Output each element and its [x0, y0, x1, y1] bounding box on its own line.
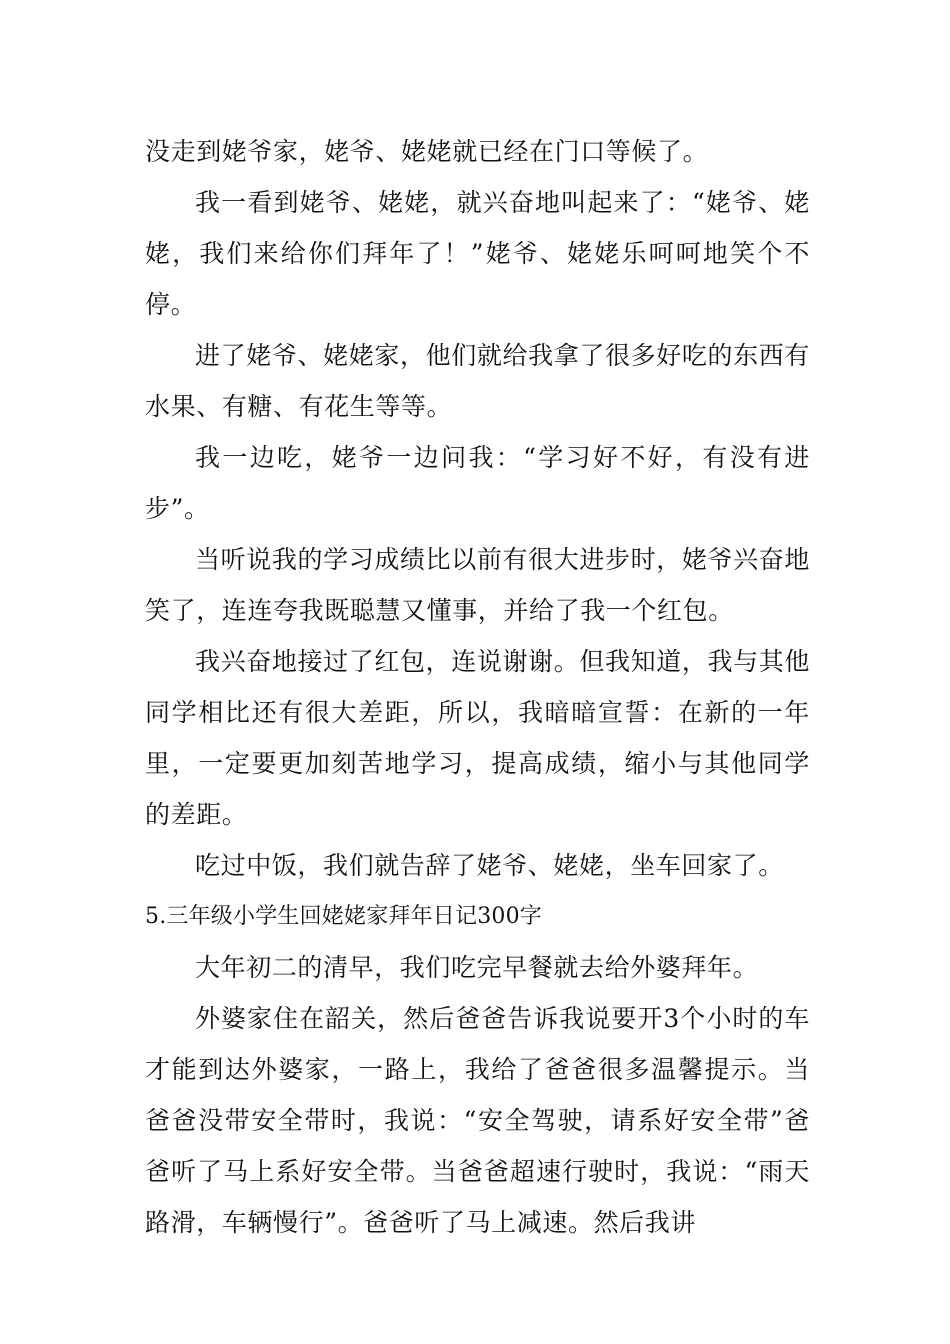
- paragraph-1: 没走到姥爷家，姥爷、姥姥就已经在门口等候了。: [145, 137, 709, 166]
- paragraph-2: 我一看到姥爷、姥姥，就兴奋地叫起来了：“姥爷、姥姥，我们来给你们拜年了！”姥爷、姥姥乐呵呵地笑个不停。: [145, 188, 810, 319]
- document-body: [145, 126, 810, 1248]
- paragraph-6: 我兴奋地接过了红包，连说谢谢。但我知道，我与其他同学相比还有很大差距，所以，我暗暗宣誓：在新的一年里，一定要更加刻苦地学习，提高成绩，缩小与其他同学的差距。: [145, 647, 810, 829]
- paragraph-9: 外婆家住在韶关，然后爸爸告诉我说要开3个小时的车才能到达外婆家，一路上，我给了爸爸很多温馨提示。当爸爸没带安全带时，我说：“安全驾驶，请系好安全带”爸爸听了马上系好安全带。当爸爸超速行驶时，我说：“雨天路滑，车辆慢行”。爸爸听了马上减速。然后我讲: [145, 1004, 810, 1237]
- paragraph-3: 进了姥爷、姥姥家，他们就给我拿了很多好吃的东西有水果、有糖、有花生等等。: [145, 341, 810, 421]
- paragraph-7: 吃过中饭，我们就告辞了姥爷、姥姥，坐车回家了。: [195, 851, 784, 880]
- paragraph-8: 大年初二的清早，我们吃完早餐就去给外婆拜年。: [195, 953, 759, 982]
- section-heading: 5.三年级小学生回姥姥家拜年日记300字: [145, 904, 542, 929]
- paragraph-4: 我一边吃，姥爷一边问我：“学习好不好，有没有进步”。: [145, 443, 810, 523]
- paragraph-5: 当听说我的学习成绩比以前有很大进步时，姥爷兴奋地笑了，连连夸我既聪慧又懂事，并给了我一个红包。: [145, 545, 810, 625]
